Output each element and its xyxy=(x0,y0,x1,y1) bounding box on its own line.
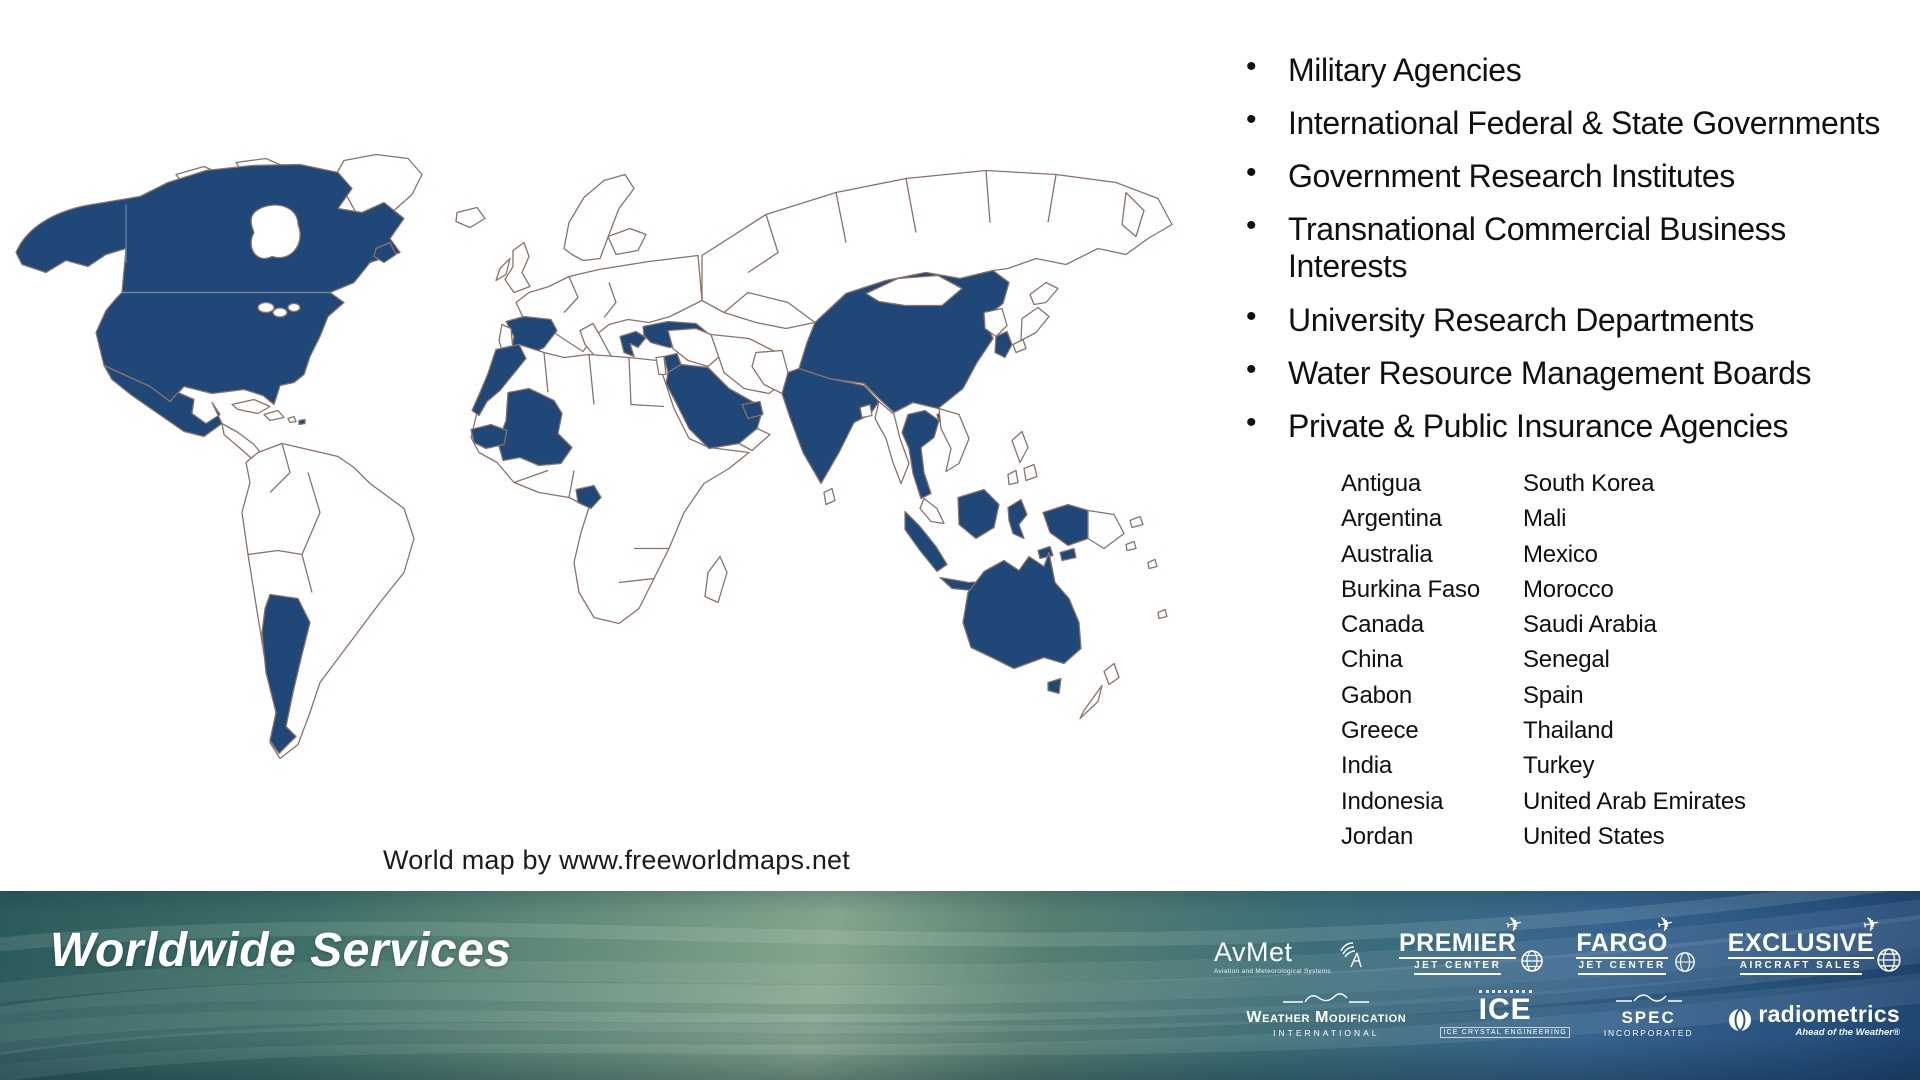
service-bullet-item: • Military Agencies xyxy=(1238,52,1898,89)
logo-radiometrics xyxy=(1727,1003,1900,1038)
services-bullet-list xyxy=(1238,52,1898,461)
logo-row-2 xyxy=(1246,989,1900,1038)
footer-banner xyxy=(0,891,1920,1080)
country-name: Thailand xyxy=(1523,717,1614,745)
country-name: Jordan xyxy=(1341,822,1414,850)
slide-title: Worldwide Services xyxy=(50,924,512,977)
country-name: Greece xyxy=(1341,717,1419,745)
logo-avmet xyxy=(1214,936,1365,976)
wmi-subtitle: INTERNATIONAL xyxy=(1273,1028,1380,1038)
logo-exclusive-aircraft-sales xyxy=(1727,912,1900,975)
radiometrics-wordmark: radiometrics xyxy=(1758,1001,1900,1027)
country-name: India xyxy=(1341,752,1393,780)
ice-subtitle: ICE CRYSTAL ENGINEERING xyxy=(1440,1027,1570,1038)
cloud-wave-icon xyxy=(1281,990,1371,1008)
premier-subtitle: JET CENTER xyxy=(1414,961,1501,975)
service-bullet-item: • International Federal & State Governments xyxy=(1238,105,1898,142)
country-name: United Arab Emirates xyxy=(1523,787,1746,815)
globe-icon xyxy=(1520,949,1544,973)
service-bullet-item: • University Research Departments xyxy=(1238,302,1898,339)
radiometrics-orb-icon xyxy=(1727,1007,1753,1033)
country-name: Antigua xyxy=(1341,470,1421,497)
service-bullet-item: • Water Resource Management Boards xyxy=(1238,355,1898,392)
country-name: United States xyxy=(1523,822,1665,850)
map-region-greece xyxy=(620,332,646,357)
radiometrics-tagline: Ahead of the Weather® xyxy=(1795,1027,1900,1038)
logo-spec-incorporated xyxy=(1604,989,1693,1038)
fargo-subtitle: JET CENTER xyxy=(1578,961,1665,975)
map-region-south-korea xyxy=(995,332,1012,358)
logo-premier-jet-center xyxy=(1398,912,1542,975)
cloud-wave-icon xyxy=(1614,989,1684,1007)
exclusive-subtitle: AIRCRAFT SALES xyxy=(1740,961,1862,975)
map-region-canada xyxy=(16,165,404,293)
country-column-2 xyxy=(1523,466,1746,854)
map-caption: World map by www.freeworldmaps.net xyxy=(383,845,850,875)
exclusive-wordmark: EXCLUSIVE xyxy=(1727,929,1874,957)
partner-logo-band xyxy=(1214,912,1900,1038)
map-region-tasmania xyxy=(1048,679,1061,694)
logo-weather-modification-international xyxy=(1246,990,1406,1038)
country-list xyxy=(1341,466,1746,854)
country-name: Senegal xyxy=(1523,646,1610,674)
logo-fargo-jet-center xyxy=(1576,912,1693,975)
antenna-icon xyxy=(1335,939,1365,969)
country-name: China xyxy=(1341,646,1403,674)
map-region-antigua xyxy=(299,420,305,425)
airplane-icon: ✈ xyxy=(1654,912,1676,938)
country-name: Morocco xyxy=(1523,575,1614,603)
map-region-india xyxy=(782,369,879,484)
country-name: Spain xyxy=(1523,681,1584,709)
map-region-thailand xyxy=(902,411,939,499)
logo-ice-crystal-engineering xyxy=(1440,990,1570,1038)
spec-subtitle: INCORPORATED xyxy=(1603,1028,1694,1038)
world-map-svg xyxy=(8,150,1188,775)
service-bullet-item: • Private & Public Insurance Agencies xyxy=(1238,408,1898,445)
wmi-wordmark: Weather Modification xyxy=(1246,1009,1407,1026)
avmet-tagline: Aviation and Meteorological Systems xyxy=(1214,967,1331,975)
country-name: Turkey xyxy=(1523,752,1595,780)
country-name: Saudi Arabia xyxy=(1523,611,1657,639)
spec-wordmark: SPEC xyxy=(1621,1008,1676,1027)
country-name: Canada xyxy=(1341,611,1424,639)
service-bullet-item: • Government Research Institutes xyxy=(1238,158,1898,195)
airplane-icon: ✈ xyxy=(1861,912,1883,938)
world-map xyxy=(8,150,1188,775)
country-name: Mali xyxy=(1523,505,1567,533)
logo-row-1 xyxy=(1214,912,1900,975)
fargo-wordmark: FARGO xyxy=(1576,929,1668,957)
globe-icon xyxy=(1876,947,1902,973)
airplane-icon: ✈ xyxy=(1503,912,1525,938)
country-name: South Korea xyxy=(1523,470,1655,497)
country-name: Argentina xyxy=(1341,505,1442,533)
map-region-australia xyxy=(963,553,1081,669)
globe-icon xyxy=(1674,951,1696,973)
map-region-uk xyxy=(505,243,530,293)
service-bullet-item: • Transnational Commercial Business Interests xyxy=(1238,211,1898,285)
country-column-1 xyxy=(1341,466,1523,854)
country-name: Australia xyxy=(1341,540,1433,568)
country-name: Burkina Faso xyxy=(1341,575,1480,603)
premier-wordmark: PREMIER xyxy=(1398,929,1517,957)
country-name: Mexico xyxy=(1523,540,1598,568)
avmet-wordmark: AvMet xyxy=(1214,936,1293,967)
country-name: Indonesia xyxy=(1341,787,1444,815)
country-name: Gabon xyxy=(1341,681,1413,709)
ice-wordmark: ICE xyxy=(1479,990,1532,1025)
